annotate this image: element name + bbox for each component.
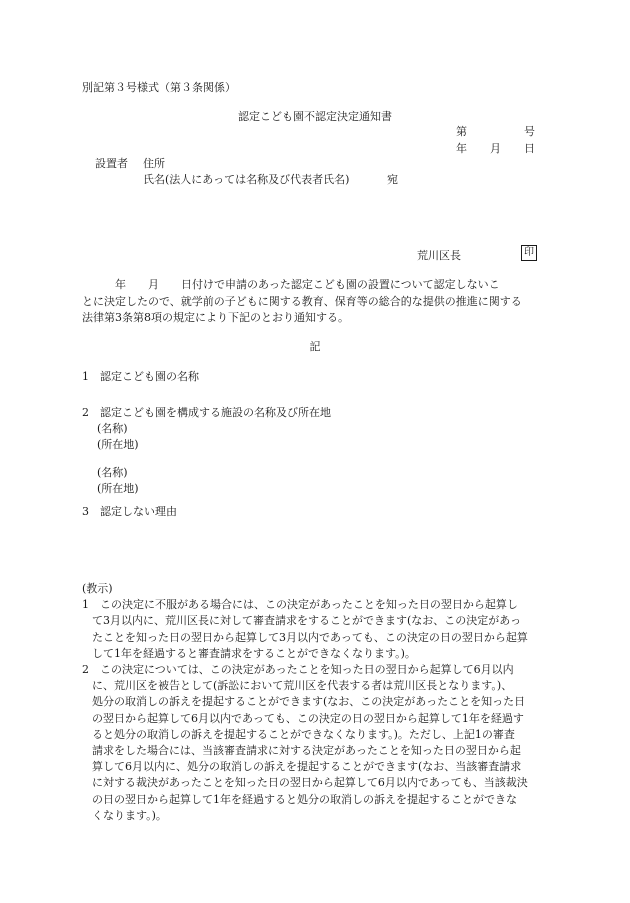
kyouji-line: に、荒川区を被告として(訴訟において荒川区を代表する者は荒川区長となります。)、	[92, 679, 513, 693]
address-label: 住所	[143, 157, 165, 170]
facility-name-label: (名称)	[97, 422, 128, 435]
recipient-label: 設置者	[95, 157, 128, 170]
number-dai: 第	[456, 125, 467, 138]
kyouji-line: て3月以内に、荒川区長に対して審査請求をすることができます(なお、この決定があっ	[92, 614, 522, 628]
facility-location-label: (所在地)	[97, 438, 139, 451]
seal-mark: 印	[521, 245, 537, 261]
body-line: 年 月 日付けで申請のあった認定こども園の設置について認定しないこ	[82, 278, 500, 291]
body-line: とに決定したので、就学前の子どもに関する教育、保育等の総合的な提供の推進に関する	[82, 294, 522, 308]
honorific: 宛	[387, 173, 398, 186]
kyouji-section	[82, 581, 557, 824]
kyouji-line: たことを知った日の翌日から起算して3月以内であっても、この決定の日の翌日から起算	[92, 630, 528, 644]
date-month: 月	[490, 142, 501, 155]
facility-location-label: (所在地)	[97, 482, 139, 495]
ki-heading: 記	[309, 340, 321, 353]
kyouji-heading: (教示)	[82, 582, 113, 595]
sender-title: 荒川区長	[417, 249, 461, 262]
body-line: 法律第3条第8項の規定により下記のとおり通知する。	[82, 311, 349, 324]
item-1: 1 認定こども園の名称	[82, 370, 199, 383]
kyouji-line: 請求をした場合には、当該審査請求に対する決定があったことを知った日の翌日から起	[92, 744, 521, 758]
kyouji-line: 2 この決定については、この決定があったことを知った日の翌日から起算して6月以内	[82, 663, 514, 677]
kyouji-line: 処分の取消しの訴えを提起することができます(なお、この決定があったことを知った日	[92, 695, 526, 709]
kyouji-line: の日の翌日から起算して1年を経過すると処分の取消しの訴えを提起することができな	[92, 792, 517, 806]
number-go: 号	[524, 125, 535, 138]
body-paragraph	[82, 277, 552, 327]
name-label: 氏名(法人にあっては名称及び代表者氏名)	[143, 173, 350, 186]
item-3: 3 認定しない理由	[82, 505, 177, 518]
kyouji-line: して1年を経過すると審査請求をすることができなくなります。)。	[92, 646, 416, 660]
kyouji-line: 算して6月以内に、処分の取消しの訴えを提起することができます(なお、当該審査請求	[92, 760, 522, 774]
form-label: 別記第３号様式（第３条関係）	[82, 81, 236, 94]
facility-name-label: (名称)	[97, 466, 128, 479]
kyouji-line: 1 この決定に不服がある場合には、この決定があったことを知った日の翌日から起算し	[82, 598, 518, 612]
item-2: 2 認定こども園を構成する施設の名称及び所在地	[82, 406, 331, 419]
kyouji-line: に対する裁決があったことを知った日の翌日から起算して6月以内であっても、当該裁決	[92, 776, 528, 790]
date-day: 日	[524, 142, 535, 155]
date-year: 年	[456, 142, 467, 155]
kyouji-line: くなります。)。	[92, 808, 167, 822]
kyouji-line: ると処分の取消しの訴えを提起することができなくなります。)。ただし、上記1の審査	[92, 727, 515, 741]
kyouji-line: の翌日から起算して6月以内であっても、この決定の日の翌日から起算して1年を経過す	[92, 711, 524, 725]
document-title: 認定こども園不認定決定通知書	[238, 110, 392, 123]
